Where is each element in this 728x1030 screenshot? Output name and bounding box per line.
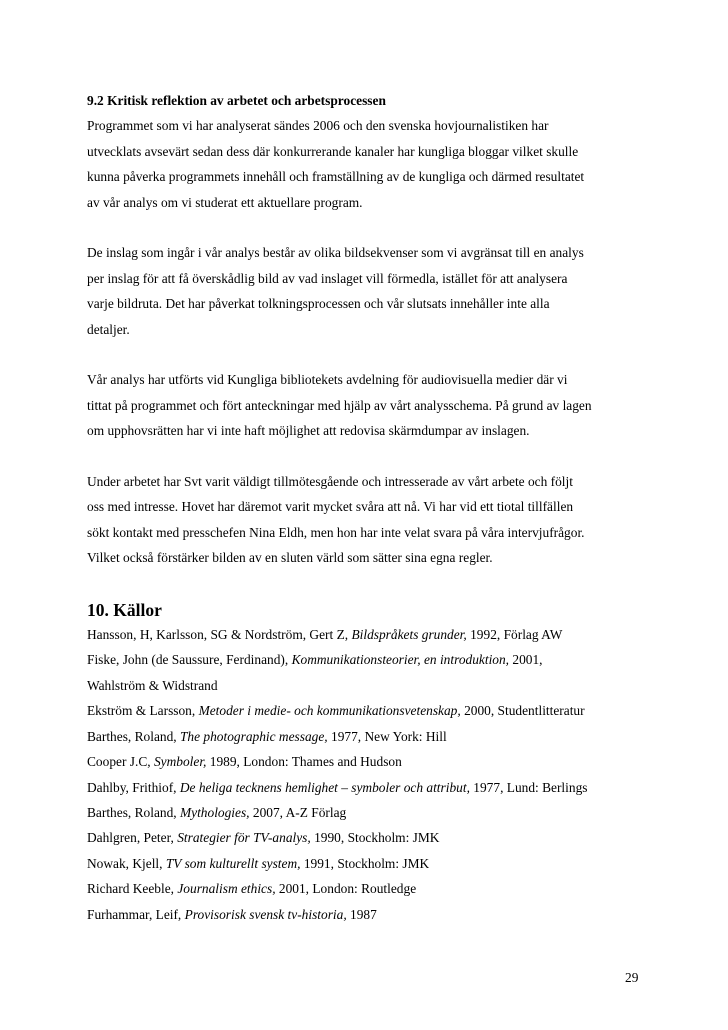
reference-authors: Dahlgren, Peter,	[87, 830, 178, 846]
reference-title: Metoder i medie- och kommunikationsvetenskap,	[198, 703, 461, 719]
reference-publication: 1977, New York: Hill	[327, 728, 447, 744]
reference-authors: Ekström & Larsson,	[87, 703, 199, 719]
reference-authors: Dahlby, Frithiof,	[87, 779, 180, 795]
reference-line	[87, 876, 647, 901]
reference-publication: 2001, London: Routledge	[275, 881, 417, 897]
paragraph-line: Programmet som vi har analyserat sändes 2006 och den svenska hovjournalistiken har	[87, 118, 549, 134]
reference-item	[87, 902, 647, 927]
paragraph-1	[87, 113, 647, 215]
reference-title: Kommunikationsteorier, en introduktion,	[291, 652, 510, 668]
reference-authors: Hansson, H, Karlsson, SG & Nordström, Gert Z,	[87, 627, 352, 643]
page-content	[87, 88, 647, 927]
paragraph-line: Vår analys har utförts vid Kungliga bibliotekets avdelning för audiovisuella medier där vi	[87, 372, 568, 388]
paragraph-spacer	[87, 571, 647, 596]
reference-title: Strategier för TV-analys,	[177, 830, 311, 846]
reference-line	[87, 851, 647, 876]
paragraph-spacer	[87, 444, 647, 469]
paragraph-line: per inslag för att få överskådlig bild av vad inslaget vill förmedla, istället för att analysera	[87, 270, 568, 286]
sources-heading: 10. Källor	[87, 600, 162, 621]
section-heading-critical-reflection: 9.2 Kritisk reflektion av arbetet och arbetsprocessen	[87, 93, 386, 108]
reference-item	[87, 647, 647, 698]
reference-line	[87, 775, 647, 800]
reference-item	[87, 724, 647, 749]
paragraph-4	[87, 469, 647, 571]
paragraph-line: detaljer.	[87, 321, 130, 337]
paragraph-spacer	[87, 342, 647, 367]
reference-authors: Fiske, John (de Saussure, Ferdinand),	[87, 652, 292, 668]
reference-title: The photographic message,	[179, 728, 328, 744]
reference-authors: Barthes, Roland,	[87, 728, 180, 744]
reference-item	[87, 622, 647, 647]
page-number: 29	[625, 970, 639, 985]
paragraph-line: om upphovsrätten har vi inte haft möjlighet att redovisa skärmdumpar av inslagen.	[87, 423, 530, 439]
reference-authors: Richard Keeble,	[87, 881, 178, 897]
paragraph-line: tittat på programmet och fört anteckningar med hjälp av vårt analysschema. På grund av lagen	[87, 397, 592, 413]
reference-line	[87, 698, 647, 723]
reference-publication: 1987	[346, 906, 377, 922]
paragraph-line: oss med intresse. Hovet har däremot varit mycket svåra att nå. Vi har vid ett tiotal tillfällen	[87, 499, 574, 515]
reference-title: Symboler,	[153, 754, 207, 770]
reference-title: Journalism ethics,	[177, 881, 276, 897]
reference-publication: 2001,	[509, 652, 543, 668]
paragraph-spacer	[87, 215, 647, 240]
paragraph-line: varje bildruta. Det har påverkat tolkningsprocessen och vår slutsats innehåller inte alla	[87, 296, 550, 312]
reference-list	[87, 622, 647, 927]
reference-publication: 1989, London: Thames and Hudson	[206, 754, 402, 770]
reference-item	[87, 749, 647, 774]
reference-line	[87, 800, 647, 825]
reference-publication: 1992, Förlag AW	[466, 627, 563, 643]
reference-item	[87, 876, 647, 901]
reference-publication: 2000, Studentlitteratur	[460, 703, 585, 719]
reference-publication: 1990, Stockholm: JMK	[310, 830, 440, 846]
reference-item	[87, 851, 647, 876]
reference-publication: 2007, A-Z Förlag	[249, 804, 347, 820]
reference-title: Provisorisk svensk tv-historia,	[184, 906, 347, 922]
reference-authors: Furhammar, Leif,	[87, 906, 185, 922]
paragraph-line: Vilket också förstärker bilden av en sluten värld som sätter sina egna regler.	[87, 550, 493, 566]
reference-item	[87, 775, 647, 800]
reference-authors: Cooper J.C,	[87, 754, 154, 770]
reference-line	[87, 622, 647, 647]
paragraph-line: utvecklats avsevärt sedan dess där konkurrerande kanaler har kungliga bloggar vilket skulle	[87, 143, 579, 159]
reference-line	[87, 749, 647, 774]
paragraph-line: av vår analys om vi studerat ett aktuellare program.	[87, 194, 363, 210]
reference-continuation: Wahlström & Widstrand	[87, 677, 218, 693]
paragraph-3	[87, 367, 647, 443]
reference-item	[87, 800, 647, 825]
paragraph-line: sökt kontakt med presschefen Nina Eldh, men hon har inte velat svara på våra intervjufrågor.	[87, 524, 585, 540]
reference-line	[87, 902, 647, 927]
reference-line	[87, 825, 647, 850]
paragraph-2	[87, 240, 647, 342]
reference-line	[87, 724, 647, 749]
reference-item	[87, 825, 647, 850]
reference-authors: Barthes, Roland,	[87, 804, 180, 820]
reference-title: Bildspråkets grunder,	[351, 627, 467, 643]
paragraph-line: De inslag som ingår i vår analys består av olika bildsekvenser som vi avgränsat till en analys	[87, 245, 584, 261]
paragraph-line: kunna påverka programmets innehåll och framställning av de kungliga och därmed resultatet	[87, 169, 585, 185]
reference-item	[87, 698, 647, 723]
reference-title: De heliga tecknens hemlighet – symboler och attribut,	[179, 779, 470, 795]
reference-title: TV som kulturellt system,	[165, 855, 301, 871]
reference-publication: 1991, Stockholm: JMK	[300, 855, 430, 871]
reference-authors: Nowak, Kjell,	[87, 855, 166, 871]
reference-line	[87, 647, 647, 672]
reference-publication: 1977, Lund: Berlings	[469, 779, 588, 795]
reference-title: Mythologies,	[179, 804, 250, 820]
paragraph-line: Under arbetet har Svt varit väldigt tillmötesgående och intresserade av vårt arbete och följt	[87, 474, 573, 490]
